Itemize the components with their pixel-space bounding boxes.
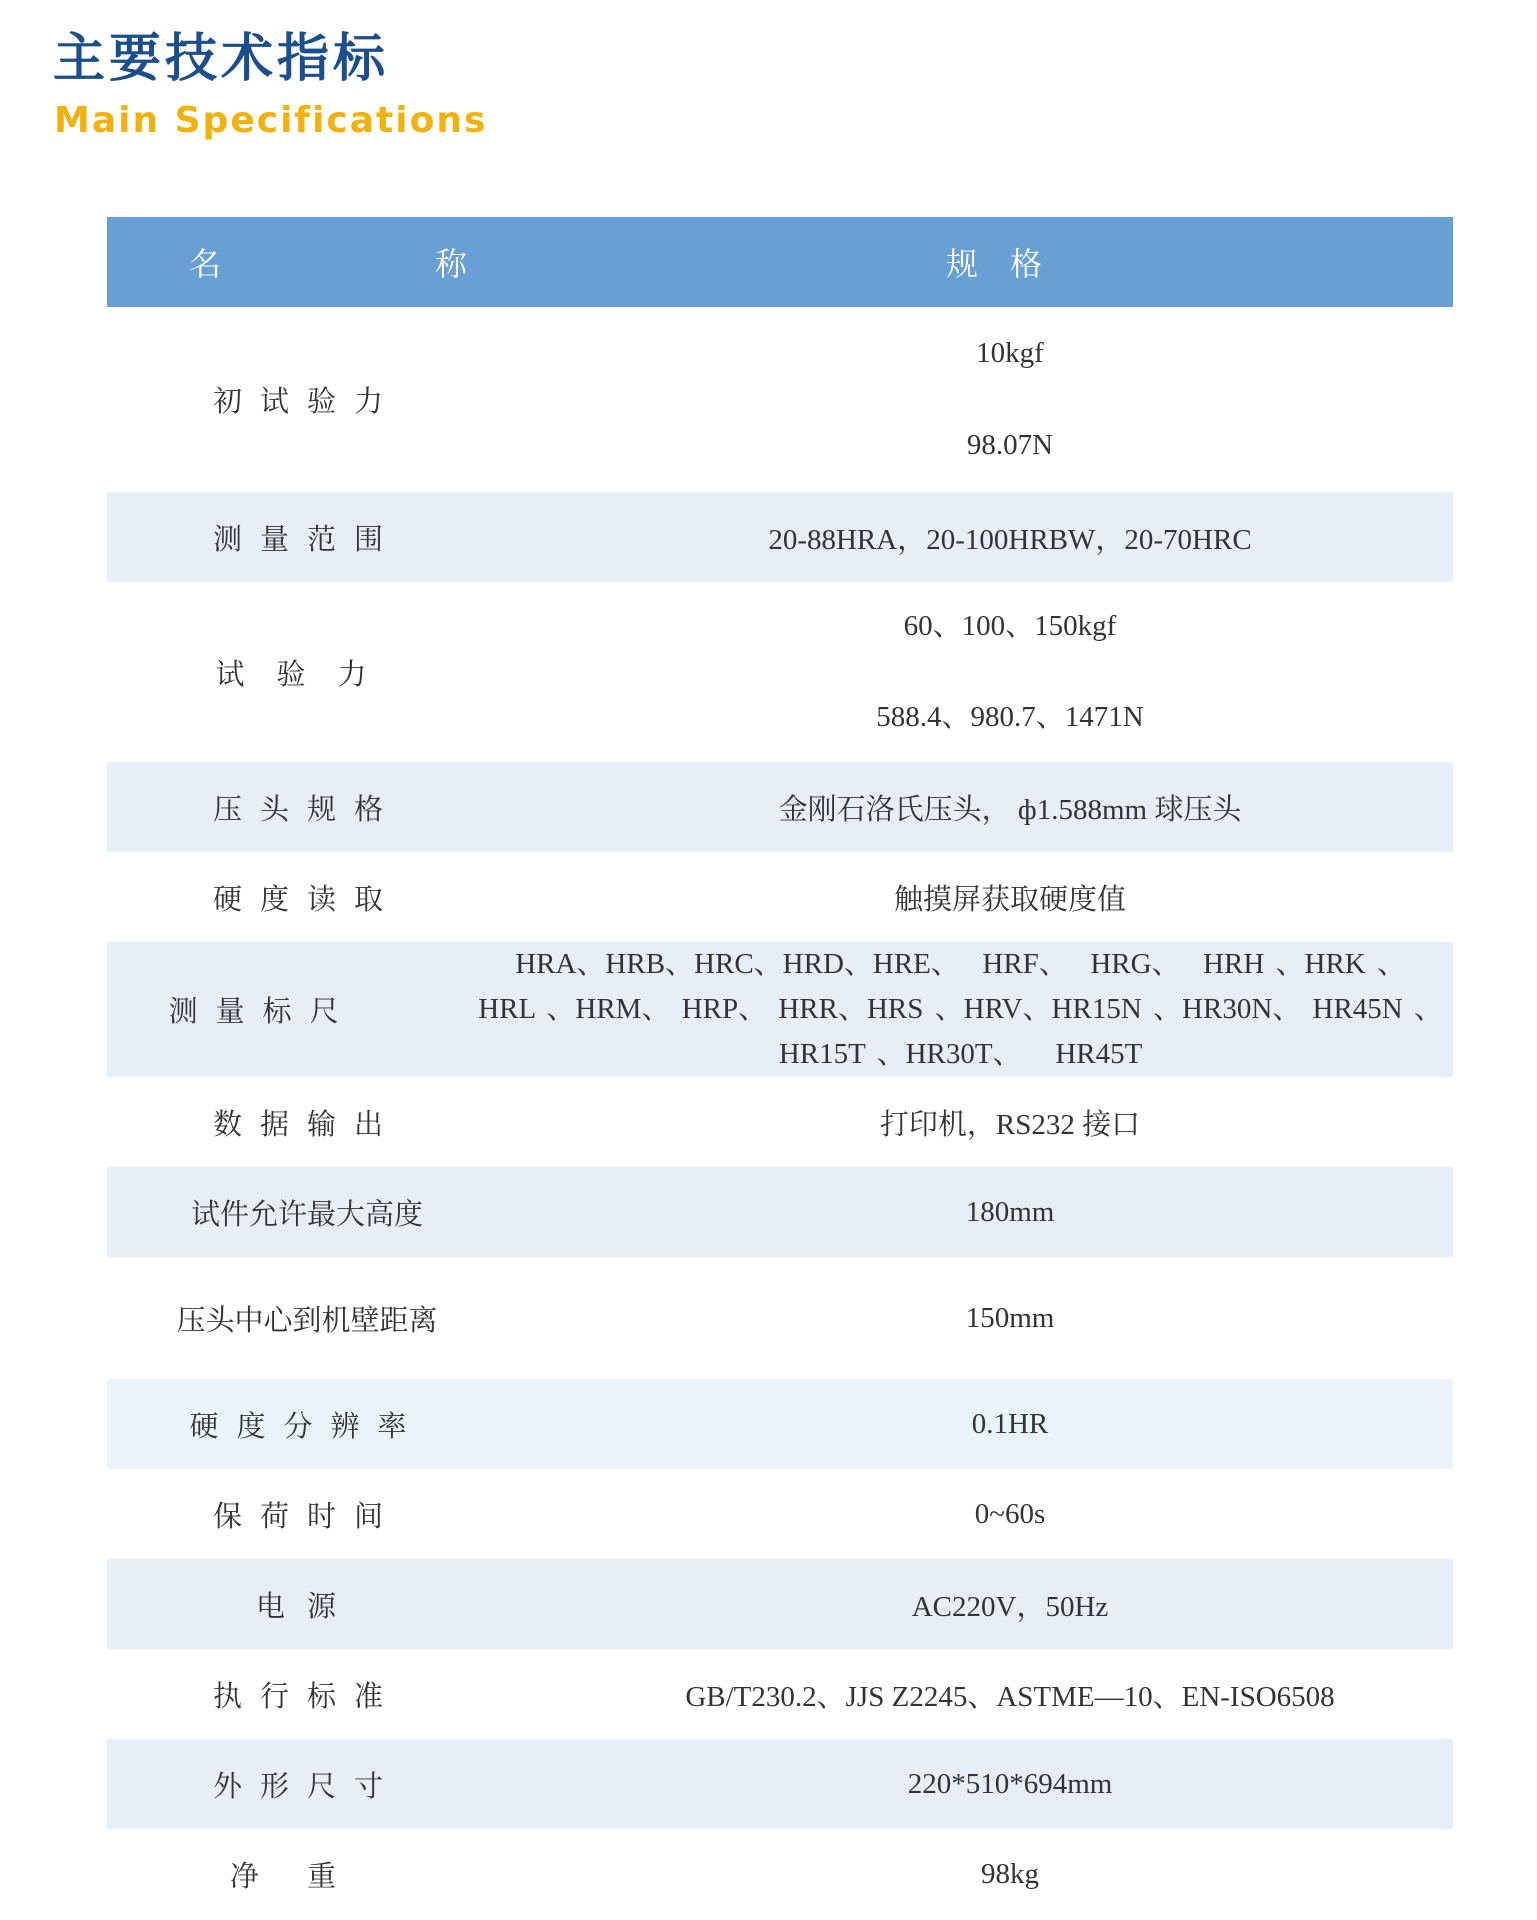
row-name: 压头规格 xyxy=(212,791,401,826)
table-row xyxy=(107,1167,1453,1257)
row-spec: 220*510*694mm xyxy=(907,1767,1113,1800)
row-name: 数据输出 xyxy=(212,1106,401,1141)
page-title-cn: 主要技术指标 xyxy=(53,29,390,89)
row-spec: 0.1HR xyxy=(971,1407,1049,1440)
row-name: 试验力 xyxy=(215,656,399,691)
table-row xyxy=(107,1829,1453,1919)
row-spec-line: 10kgf xyxy=(976,337,1044,369)
row-spec xyxy=(507,604,1453,740)
row-name: 外形尺寸 xyxy=(212,1768,401,1803)
header-name-cell xyxy=(107,217,507,307)
header-name-char-2: 称 xyxy=(434,245,467,283)
row-name: 硬度分辨率 xyxy=(189,1408,425,1443)
table-row xyxy=(107,1077,1453,1167)
row-name: 压头中心到机壁距离 xyxy=(176,1302,438,1337)
table-row xyxy=(107,492,1453,582)
spec-table xyxy=(107,217,1453,1919)
row-spec: 打印机，RS232 接口 xyxy=(879,1108,1141,1141)
table-row xyxy=(107,1739,1453,1829)
table-row xyxy=(107,852,1453,942)
row-spec: 金刚石洛氏压头， ф1.588mm 球压头 xyxy=(778,793,1242,826)
row-spec: 98kg xyxy=(981,1857,1039,1890)
table-row xyxy=(107,582,1453,762)
row-spec xyxy=(418,942,1453,1077)
table-row xyxy=(107,942,1453,1077)
row-spec: AC220V，50Hz xyxy=(911,1590,1109,1623)
row-name: 保荷时间 xyxy=(212,1498,401,1533)
header-spec-cell: 规格 xyxy=(945,245,1074,283)
row-name: 测量标尺 xyxy=(168,994,357,1028)
table-row xyxy=(107,1257,1453,1379)
table-row xyxy=(107,762,1453,852)
row-spec-line: HRL 、HRM、 HRP、 HRR、HRS 、HRV、HR15N 、HR30N、 HR45N 、 xyxy=(478,993,1443,1025)
row-name: 测量范围 xyxy=(212,521,401,556)
page-title-en: Main Specifications xyxy=(54,100,488,141)
row-name: 电源 xyxy=(255,1588,358,1623)
row-spec: GB/T230.2、JJS Z2245、ASTME—10、EN-ISO6508 xyxy=(685,1680,1335,1713)
header-name-char-1: 名 xyxy=(189,245,222,283)
row-spec-line: 60、100、150kgf xyxy=(903,610,1117,642)
row-name: 试件允许最大高度 xyxy=(190,1196,423,1231)
row-spec: 0~60s xyxy=(974,1497,1046,1530)
table-row xyxy=(107,307,1453,492)
row-spec-line: HR15T 、HR30T、 HR45T xyxy=(778,1038,1143,1070)
row-spec-line: 98.07N xyxy=(966,429,1054,461)
row-name: 初试验力 xyxy=(212,384,401,418)
table-row xyxy=(107,1559,1453,1649)
row-spec: 20-88HRA，20-100HRBW，20-70HRC xyxy=(768,523,1252,556)
row-spec: 150mm xyxy=(965,1301,1055,1334)
table-row xyxy=(107,1469,1453,1559)
table-row xyxy=(107,1379,1453,1469)
row-name: 硬度读取 xyxy=(212,881,401,916)
row-name: 执行标准 xyxy=(212,1678,401,1713)
row-name: 净重 xyxy=(229,1858,384,1893)
row-spec: 触摸屏获取硬度值 xyxy=(893,883,1126,916)
table-row xyxy=(107,1649,1453,1739)
row-spec-line: HRA、HRB、HRC、HRD、HRE、 HRF、 HRG、 HRH 、HRK 、 xyxy=(515,948,1407,980)
table-header xyxy=(107,217,1453,307)
row-spec-line: 588.4、980.7、1471N xyxy=(876,701,1144,733)
row-spec: 180mm xyxy=(965,1195,1055,1228)
row-spec xyxy=(507,331,1453,468)
